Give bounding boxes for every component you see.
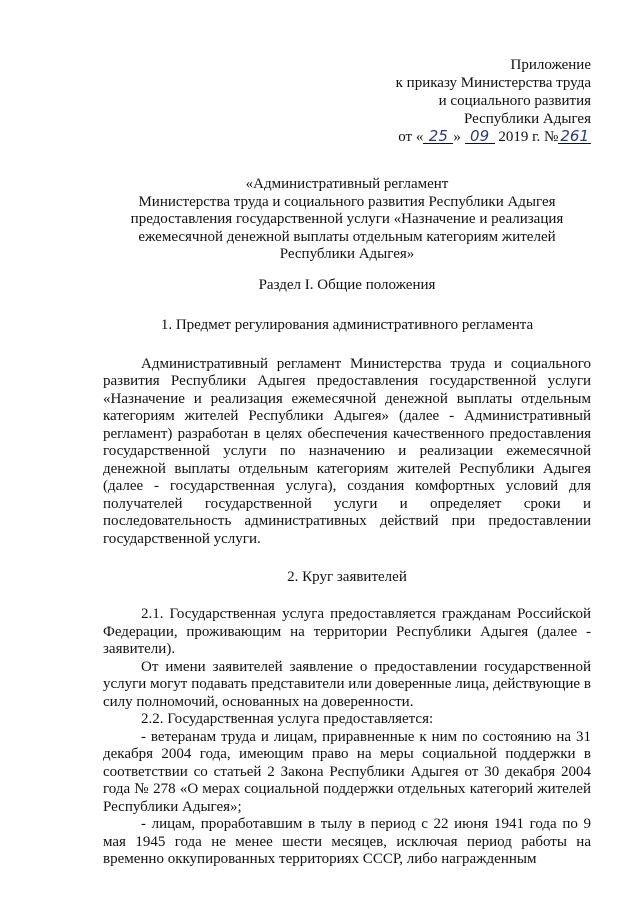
date-mid: »	[453, 129, 461, 145]
annex-line: к приказу Министерства труда	[395, 75, 591, 91]
date-day-handwritten: 25	[423, 129, 453, 144]
paragraph: - лицам, проработавшим в тылу в период с 22 июня 1941 года по 9 мая 1945 года не менее шести месяцев, исключая период работы на временно оккупированных территориях СССР, либо награжденным	[103, 816, 591, 867]
subsection-heading: 2. Круг заявителей	[287, 569, 407, 585]
paragraph: От имени заявителей заявление о предоставлении государственной услуги могут подавать представители или доверенные лица, действующие в силу полномочий, основанных на доверенности.	[103, 658, 591, 710]
annex-date-line	[103, 128, 591, 146]
date-prefix: от «	[398, 129, 424, 145]
title-line: Министерства труда и социального развития Республики Адыгея	[138, 193, 556, 210]
paragraph: Административный регламент Министерства труда и социального развития Республики Адыгея предоставления государственной услуги «Назначение и реализация ежемесячной денежной выплаты отдельным категориям жителей Республики Адыгея» (далее - Административный регламент) разработан в целях обеспечения качественного предоставления государственной услуги по назначению и реализации ежемесячной денежной выплаты отдельным категориям жителей Республики Адыгея (далее - государственная услуга), создания комфортных условий для получателей государственной услуги и определяет сроки и последовательность административных действий при предоставлении государственной услуги.	[103, 355, 591, 547]
annex-line: и социального развития	[438, 93, 591, 109]
title-line: Республики Адыгея»	[279, 246, 415, 262]
paragraph: - ветеранам труда и лицам, приравненные к ним по состоянию на 31 декабря 2004 года, имеющим право на меры социальной поддержки в соответствии со статьей 2 Закона Республики Адыгея от 30 декабря 2004 года № 278 «О мерах социальной поддержки отдельных категорий жителей Республики Адыгея»;	[103, 728, 591, 815]
title-line: «Административный регламент	[245, 176, 449, 192]
date-year: 2019 г. №	[498, 129, 559, 145]
annex-line: Приложение	[510, 57, 591, 73]
order-number-handwritten: 261	[560, 127, 589, 145]
title-line: предоставления государственной услуги «Назначение и реализация	[130, 211, 564, 227]
title-line: ежемесячной денежной выплаты отдельным категориям жителей	[138, 228, 556, 245]
annex-line: Республики Адыгея	[463, 111, 591, 127]
date-month-handwritten: 09	[465, 129, 495, 144]
paragraph: 2.1. Государственная услуга предоставляется гражданам Российской Федерации, проживающим на территории Республики Адыгея (далее - заявители).	[103, 606, 591, 657]
section-heading: Раздел I. Общие положения	[258, 276, 436, 293]
annex-header	[103, 56, 591, 146]
subsection-heading: 1. Предмет регулирования административного регламента	[160, 316, 534, 333]
paragraph: 2.2. Государственная услуга предоставляется:	[141, 711, 434, 727]
document-title	[103, 176, 591, 264]
